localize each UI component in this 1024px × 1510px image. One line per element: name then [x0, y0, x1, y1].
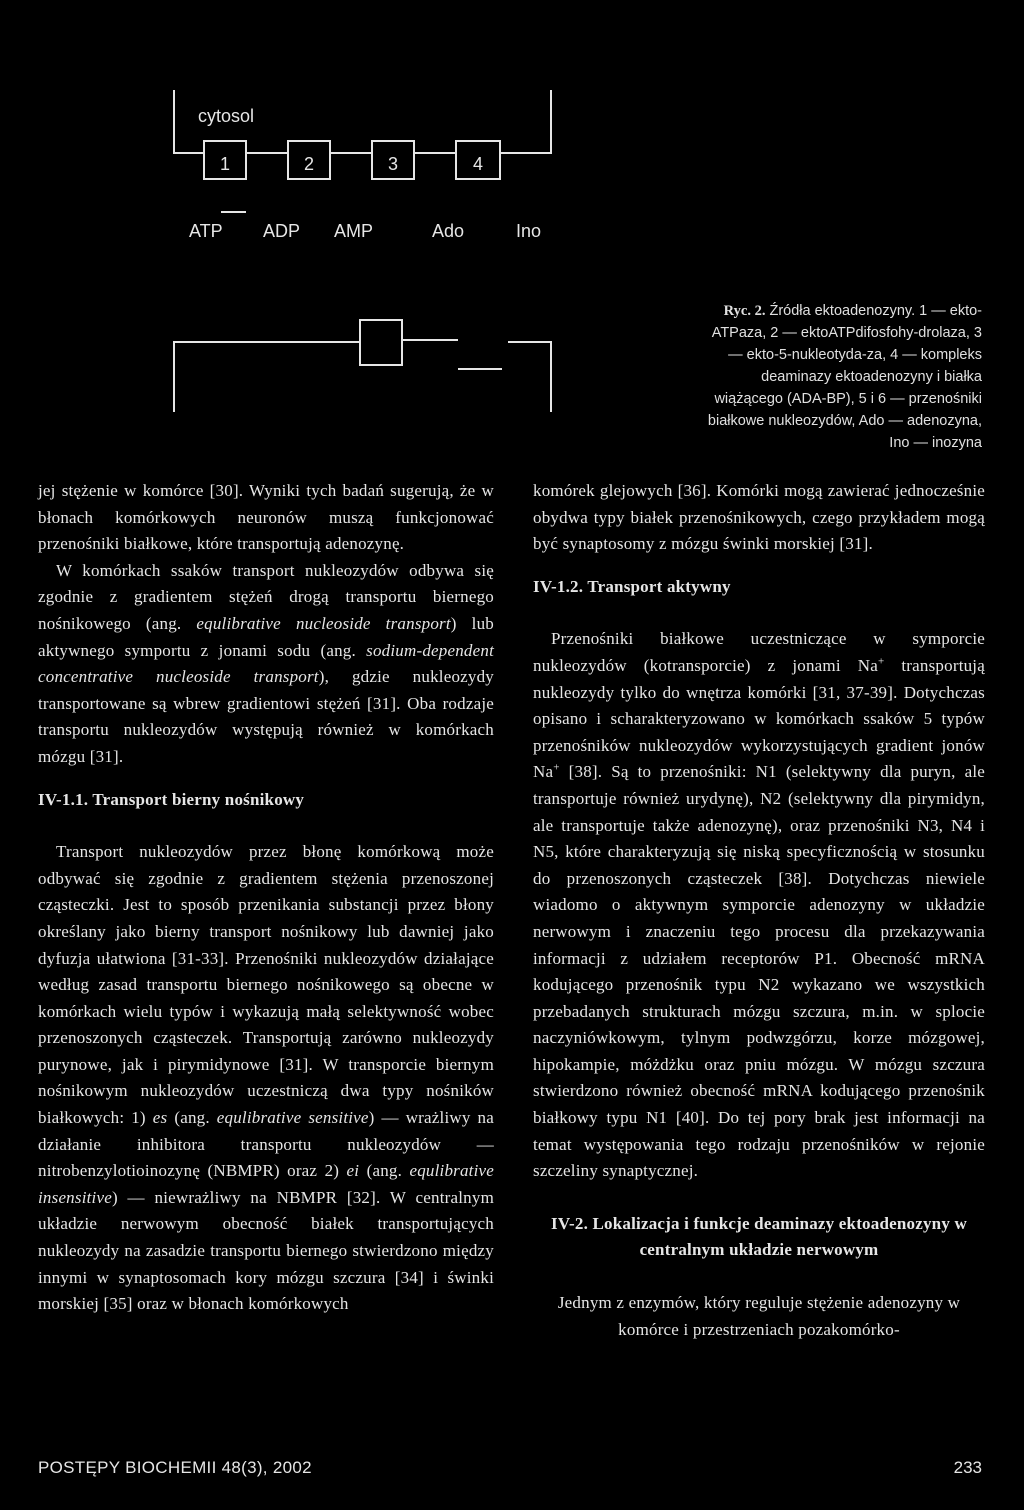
metabolite-ino: Ino: [516, 221, 542, 241]
right-column: [533, 478, 985, 1343]
metabolite-ado: Ado: [432, 221, 465, 241]
figure-caption: [700, 300, 982, 454]
metabolite-adp: ADP: [263, 221, 301, 241]
left-column: [38, 478, 494, 1318]
caption-text: Źródła ektoadenozyny. 1 — ekto-ATPaza, 2 — ektoATPdifosfohy-drolaza, 3 — ekto-5-nukleotyda-za, 4 — kompleks deaminazy ektoadenozyny i białka wiążącego (ADA-BP), 5 i 6 — przenośniki białkowe nukleozydów, Ado — adenozyna, Ino — inozyna: [707, 303, 982, 451]
journal-footer: POSTĘPY BIOCHEMII 48(3), 2002: [38, 1458, 312, 1477]
box-label-3: 3: [387, 154, 399, 174]
metabolite-amp: AMP: [334, 221, 374, 241]
box-label-2: 2: [303, 154, 315, 174]
left-paragraph-2: W komórkach ssaków transport nukleozydów odbywa się zgodnie z gradientem stężeń drogą transportu biernego nośnikowego (ang. equlibrative nucleoside transport) lub aktywnego symportu z jonami sodu (ang. sodium-dependent concentrative nucleoside transport), gdzie nukleozydy transportowane są wbrew gradientowi stężeń [31]. Oba rodzaje transportu nukleozydów występują również w komórkach mózgu [31].: [38, 560, 494, 766]
section-heading-iv-1-2: IV-1.2. Transport aktywny: [533, 576, 731, 596]
transporter-box: [360, 320, 402, 365]
right-paragraph-2: Przenośniki białkowe uczestniczące w symporcie nukleozydów (kotransporcie) z jonami Na+ transportują nukleozydy tylko do wnętrza komórki [31, 37-39]. Dotychczas opisano i scharakteryzowano w komórkach ssaków 5 typów przenośników nukleozydów wykorzystujących gradient jonów Na+ [38]. Są to przenośniki: N1 (selektywny dla puryn, ale transportuje również urydynę), N2 (selektywny dla pirymidyn, ale transportuje także adenozynę), oraz przenośniki N3, N4 i N5, które charakteryzują się niską specyficznością w stosunku do przenoszonych cząsteczek [38]. Dotychczas niewiele wiadomo o aktywnym symporcie adenozyny w układzie nerwowym i znaczeniu tego procesu dla przekazywania informacji z udziałem receptorów P1. Obecność mRNA kodującego przenośnik typu N2 wykazano we wszystkich przebadanych strukturach mózgu szczura, m.in. w splocie naczyniówkowym, tylnym podwzgórzu, korze mózgowej, hipokampie, móżdżku oraz pniu mózgu. W mózgu szczura stwierdzono również obecność mRNA kodującego przenośnik białkowy typu N1 [40]. Do tej pory brak jest informacji na temat występowania tego rodzaju przenośników w rejonie szczeliny synaptycznej.: [533, 629, 985, 1181]
caption-label: Ryc. 2.: [723, 303, 766, 319]
section-heading-iv-2: IV-2. Lokalizacja i funkcje deaminazy ektoadenozyny w centralnym układzie nerwowym: [551, 1213, 967, 1260]
left-paragraph-1: jej stężenie w komórce [30]. Wyniki tych badań sugerują, że w błonach komórkowych neuronów muszą funkcjonować przenośniki białkowe, które transportują adenozynę.: [38, 481, 494, 554]
cytosol-label: cytosol: [198, 106, 255, 126]
box-label-1: 1: [219, 154, 231, 174]
box-label-4: 4: [472, 154, 484, 174]
section-heading-iv-1-1: IV-1.1. Transport bierny nośnikowy: [38, 789, 305, 809]
page-number: 233: [953, 1458, 982, 1477]
right-paragraph-1: komórek glejowych [36]. Komórki mogą zawierać jednocześnie obydwa typy białek przenośnikowych, czego przykładem mogą być synaptosomy z mózgu świnki morskiej [31].: [533, 481, 985, 554]
left-paragraph-3: Transport nukleozydów przez błonę komórkową może odbywać się zgodnie z gradientem stężenia przenoszonej cząsteczki. Jest to sposób przenikania substancji przez błony określany jako bierny transport nośnikowy lub dawniej jako dyfuzja ułatwiona [31-33]. Przenośniki nukleozydów działające według zasad transportu biernego nośnikowego są obecne w komórkach wielu typów i wykazują małą selektywność wobec przenoszonych cząsteczek. Transportują zarówno nukleozydy purynowe, jak i pirymidynowe [31]. W transporcie biernym nośnikowym nukleozydów uczestniczą dwa typy nośników białkowych: 1) es (ang. equlibrative sensitive) — wrażliwy na działanie inhibitora transportu nukleozydów — nitrobenzylotioinozynę (NBMPR) oraz 2) ei (ang. equlibrative insensitive) — niewrażliwy na NBMPR [32]. W centralnym układzie nerwowym obecność białek transportujących nukleozydy na zasadzie transportu biernego stwierdzono między innymi w synaptosomach kory mózgu szczura [34] i świnki morskiej [35] oraz w błonach komórkowych: [38, 842, 494, 1314]
metabolite-atp: ATP: [189, 221, 223, 241]
right-paragraph-3: Jednym z enzymów, który reguluje stężenie adenozyny w komórce i przestrzeniach pozakomórko-: [557, 1293, 961, 1339]
